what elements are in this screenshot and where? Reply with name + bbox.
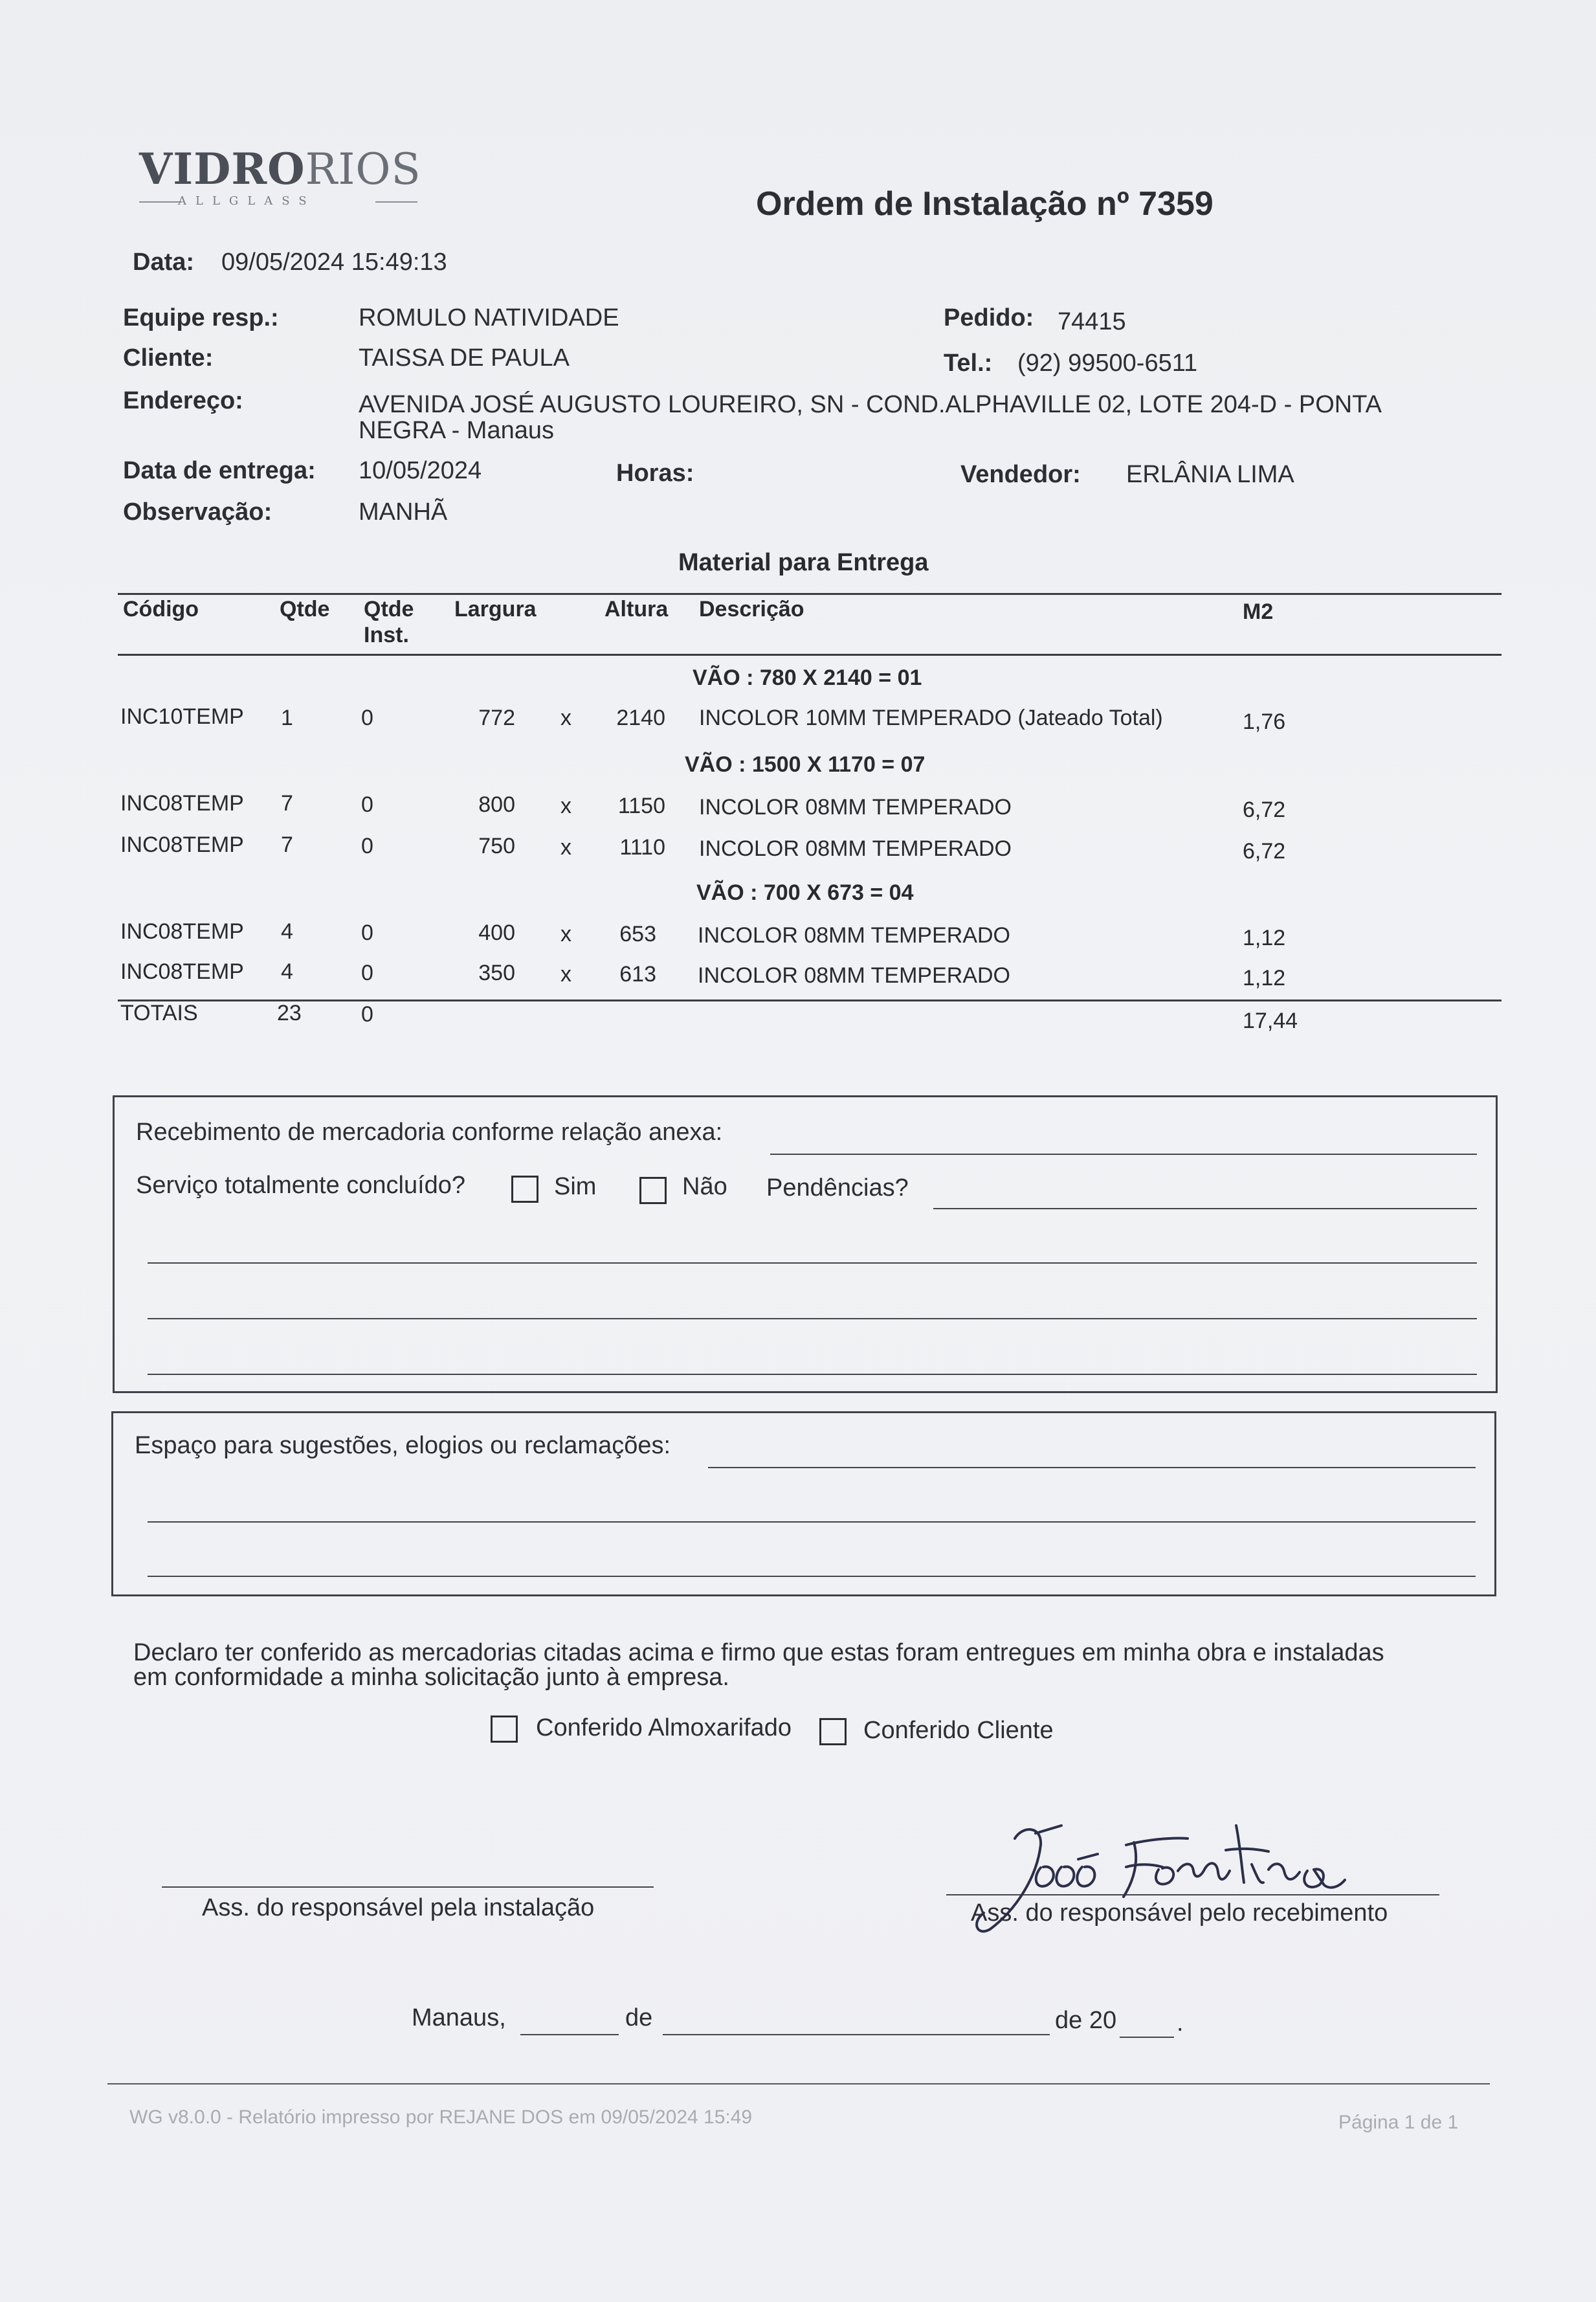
totals-label: TOTAIS [120,1001,198,1025]
tel-value: (92) 99500-6511 [1017,350,1198,377]
cell-qtde: 7 [281,833,293,857]
logo-rule-left [139,201,181,203]
entrega-value: 10/05/2024 [359,457,482,484]
cell-altura: 1150 [617,794,665,818]
cell-qtde: 7 [281,791,293,816]
totals-qtde: 23 [277,1001,302,1025]
totals-m2: 17,44 [1243,1009,1298,1033]
conferido-cliente-label: Conferido Cliente [863,1717,1054,1744]
pendencias-line-2[interactable] [148,1262,1477,1264]
declaracao-line-2: em conformidade a minha solicitação junto à empresa. [133,1664,729,1691]
cell-inst: 0 [361,961,373,985]
cell-m2: 1,12 [1243,926,1286,950]
cell-m2: 1,12 [1243,966,1286,990]
cell-largura: 750 [478,834,515,858]
cell-descricao: INCOLOR 08MM TEMPERADO [699,836,1012,861]
cell-descricao: INCOLOR 08MM TEMPERADO [699,795,1012,820]
col-header-qtde-inst-1: Qtde [364,597,414,621]
totals-inst: 0 [361,1002,373,1027]
recebimento-line[interactable] [770,1154,1477,1155]
col-header-altura: Altura [604,597,669,621]
col-header-qtde-inst-2: Inst. [364,623,409,647]
cell-codigo: INC08TEMP [120,833,244,857]
observacao-value: MANHÃ [359,498,448,526]
date-month-line[interactable] [663,2034,1050,2035]
conferido-cliente-checkbox[interactable] [819,1718,847,1745]
data-value: 09/05/2024 15:49:13 [221,249,447,276]
cliente-label: Cliente: [123,344,214,372]
recebimento-label: Recebimento de mercadoria conforme relação anexa: [136,1119,723,1146]
cell-codigo: INC08TEMP [120,791,244,816]
cell-qtde: 4 [281,959,293,984]
conferido-almoxarifado-checkbox[interactable] [491,1715,518,1743]
footer-page-number: Página 1 de 1 [1338,2112,1459,2133]
cell-largura: 772 [478,706,515,730]
tel-label: Tel.: [944,350,993,377]
table-title: Material para Entrega [678,549,929,576]
logo-rule-right [375,201,417,203]
equipe-value: ROMULO NATIVIDADE [359,304,619,331]
cell-codigo: INC10TEMP [120,704,244,729]
handwritten-signature [964,1800,1404,1942]
cell-m2: 6,72 [1243,839,1286,864]
cell-qtde: 1 [281,706,293,730]
date-day-line[interactable] [520,2034,619,2035]
endereco-value-line-1: AVENIDA JOSÉ AUGUSTO LOUREIRO, SN - COND.ALPHAVILLE 02, LOTE 204-D - PONTA [359,391,1382,418]
vendedor-value: ERLÂNIA LIMA [1126,461,1294,488]
cell-altura: 613 [619,962,656,987]
date-dot: . [1177,2009,1184,2037]
cell-x: x [560,835,571,860]
cell-inst: 0 [361,834,373,858]
col-header-codigo: Código [123,597,199,621]
nao-label: Não [682,1173,727,1200]
entrega-label: Data de entrega: [123,457,316,484]
sugestoes-line[interactable] [708,1467,1476,1468]
cell-altura: 653 [619,922,656,946]
cell-qtde: 4 [281,919,293,944]
cell-largura: 400 [478,921,515,945]
col-header-largura: Largura [454,597,537,621]
logo-tagline: ALLGLASS [178,194,316,208]
col-header-m2: M2 [1243,599,1274,624]
ass-instalacao-label: Ass. do responsável pela instalação [202,1894,595,1921]
observacao-label: Observação: [123,498,272,526]
cell-inst: 0 [361,792,373,817]
company-logo [139,144,421,194]
sim-label: Sim [554,1173,597,1200]
cell-largura: 350 [478,961,515,985]
pendencias-line-4[interactable] [148,1374,1477,1375]
date-year-line[interactable] [1120,2037,1174,2038]
endereco-label: Endereço: [123,387,243,414]
pendencias-line[interactable] [933,1208,1477,1209]
cell-largura: 800 [478,792,515,817]
pendencias-label: Pendências? [766,1174,909,1201]
pedido-label: Pedido: [944,304,1034,331]
cell-m2: 1,76 [1243,710,1286,734]
cell-inst: 0 [361,921,373,945]
cell-x: x [560,794,571,818]
declaracao-line-1: Declaro ter conferido as mercadorias citadas acima e firmo que estas foram entregues em minha obra e instaladas [133,1639,1384,1666]
endereco-value-line-2: NEGRA - Manaus [359,417,554,444]
footer-print-info: WG v8.0.0 - Relatório impresso por REJANE DOS em 09/05/2024 15:49 [129,2106,753,2128]
servico-label: Serviço totalmente concluído? [136,1172,466,1199]
cell-descricao: INCOLOR 08MM TEMPERADO [698,963,1011,988]
vao-label: VÃO : 1500 X 1170 = 07 [685,752,925,777]
col-header-qtde: Qtde [280,597,330,621]
sim-checkbox[interactable] [511,1176,538,1203]
nao-checkbox[interactable] [639,1177,667,1204]
manaus-label: Manaus, [412,2004,506,2031]
cell-descricao: INCOLOR 08MM TEMPERADO [698,923,1011,948]
horas-label: Horas: [616,460,694,487]
logo-name-bold: VIDRO [139,144,305,194]
cell-m2: 6,72 [1243,798,1286,822]
cell-x: x [560,706,571,730]
signature-line-instalacao[interactable] [162,1886,654,1888]
cell-x: x [560,962,571,987]
cell-x: x [560,922,571,946]
sugestoes-line-3[interactable] [148,1576,1476,1577]
pendencias-line-3[interactable] [148,1318,1477,1319]
col-header-descricao: Descrição [699,597,804,621]
table-top-rule [118,593,1502,595]
cell-inst: 0 [361,706,373,730]
cell-codigo: INC08TEMP [120,959,244,984]
ass-recebimento-label: Ass. do responsável pelo recebimento [971,1899,1388,1927]
cliente-value: TAISSA DE PAULA [359,344,570,372]
footer-rule [107,2083,1490,2084]
data-label: Data: [133,249,195,276]
conferido-almoxarifado-label: Conferido Almoxarifado [536,1714,792,1741]
vao-label: VÃO : 700 X 673 = 04 [696,880,914,905]
de-label-2: de 20 [1055,2007,1117,2034]
cell-descricao: INCOLOR 10MM TEMPERADO (Jateado Total) [699,706,1163,730]
vendedor-label: Vendedor: [960,461,1081,488]
cell-altura: 1110 [619,835,665,860]
page-title: Ordem de Instalação nº 7359 [756,185,1214,223]
vao-label: VÃO : 780 X 2140 = 01 [693,665,922,690]
de-label-1: de [625,2004,653,2031]
table-totals-rule [118,1000,1502,1001]
cell-altura: 2140 [616,706,665,730]
table-header-rule [118,654,1502,656]
cell-codigo: INC08TEMP [120,919,244,944]
equipe-label: Equipe resp.: [123,304,279,331]
sugestoes-line-2[interactable] [148,1521,1476,1523]
sugestoes-label: Espaço para sugestões, elogios ou reclamações: [135,1432,671,1459]
logo-name-thin: RIOS [305,144,421,194]
pedido-value: 74415 [1058,308,1126,335]
